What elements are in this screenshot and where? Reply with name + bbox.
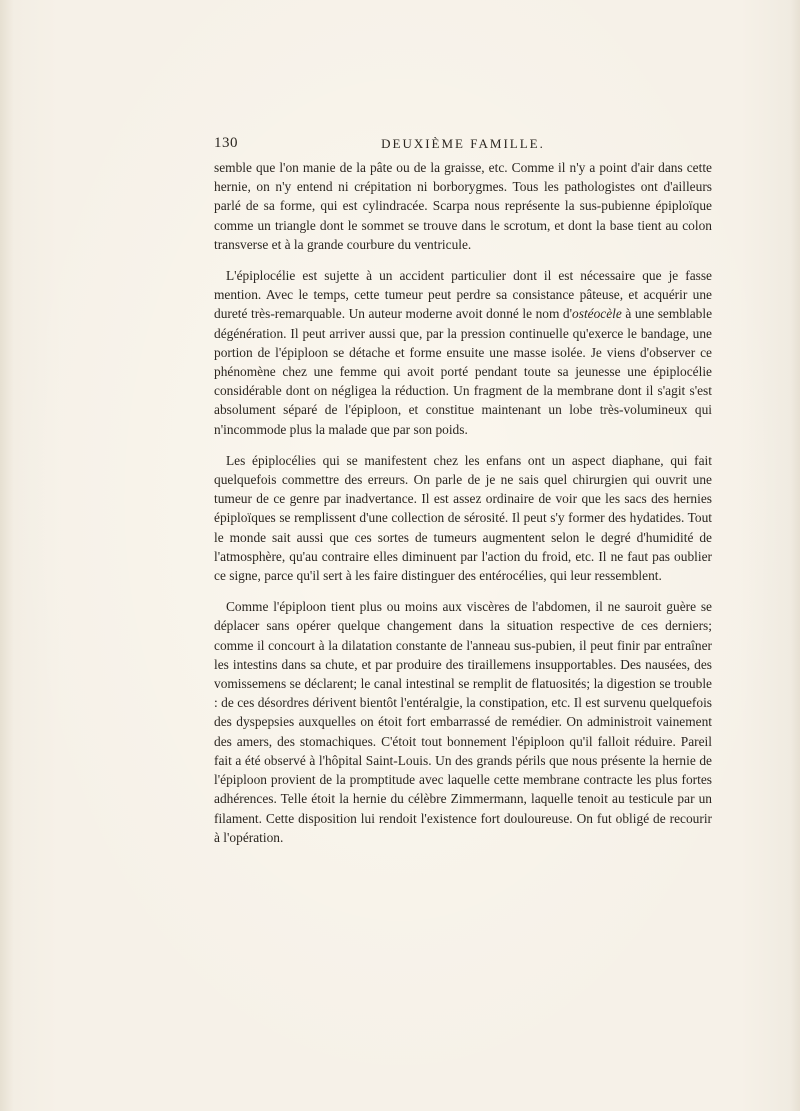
page-number: 130 [214, 135, 238, 151]
paragraph-1 [214, 158, 712, 254]
paragraph-text: à une semblable dégénération. Il peut arriver aussi que, par la pression continuelle qu'exerce le bandage, une portion de l'épiploon se détache et forme ensuite une masse isolée. Je viens d'observer ce phénomène chez une femme qui avoit porté pendant toute sa jeunesse une épiplocélie considérable dont on négligea la réduction. Un fragment de la membrane dont il s'agit s'est absolument séparé de l'épiploon, et constitue maintenant un lobe très-volumineux qui n'incommode plus la malade que par son poids. [214, 306, 713, 437]
paragraph-text: L'épiplocélie est sujette à un accident particulier dont il est nécessaire que je fasse mention. Avec le temps, cette tumeur peut perdre sa consistance pâteuse, et acquérir une dureté très-remarquable. Un auteur moderne avoit donné le nom d' [214, 268, 712, 322]
italic-term: ostéocèle [572, 306, 622, 322]
running-head [214, 135, 712, 155]
paragraph-text: semble que l'on manie de la pâte ou de la graisse, etc. Comme il n'y a point d'air dans cette hernie, on n'y entend ni crépitation ni borborygmes. Tous les pathologistes ont d'ailleurs parlé de sa forme, qui est cylindracée. Scarpa nous représente la sus-pubienne épiploïque comme un triangle dont le sommet se trouve dans le scrotum, et dont la base tient au colon transverse et à la grande courbure du ventricule. [214, 160, 712, 252]
paragraph-2 [214, 266, 712, 439]
paragraph-3 [214, 451, 712, 585]
body-text [214, 158, 712, 847]
paragraph-text: Comme l'épiploon tient plus ou moins aux viscères de l'abdomen, il ne sauroit guère se déplacer sans opérer quelque changement dans la situation respective de ces derniers; comme il concourt à la dilatation constante de l'anneau sus-pubien, il peut finir par entraîner les intestins dans sa chute, et par produire des tiraillemens insupportables. Des nausées, des vomissemens se déclarent; le canal intestinal se remplit de flatuosités; la digestion se trouble : de ces désordres dérivent bientôt l'entéralgie, la constipation, etc. Il est survenu quelquefois des dyspepsies auxquelles on étoit fort embarrassé de remédier. On administroit vainement des amers, des stomachiques. C'étoit tout bonnement l'épiploon qu'il falloit réduire. Pareil fait a été observé à l'hôpital Saint-Louis. Un des grands périls que nous présente la hernie de l'épiploon provient de la promptitude avec laquelle cette membrane contracte les plus fortes adhérences. Telle étoit la hernie du célèbre Zimmermann, laquelle tenoit au testicule par un filament. Cette disposition lui rendoit l'existence fort douloureuse. On fut obligé de recourir à l'opération. [214, 599, 712, 845]
chapter-title: DEUXIÈME FAMILLE. [381, 136, 545, 151]
paragraph-4 [214, 597, 712, 847]
paragraph-text: Les épiplocélies qui se manifestent chez les enfans ont un aspect diaphane, qui fait quelquefois commettre des erreurs. On parle de je ne sais quel chirurgien qui ouvrit une tumeur de ce genre par inadvertance. Il est assez ordinaire de voir que les sacs des hernies épiploïques se remplissent d'une collection de sérosité. Il peut s'y former des hydatides. Tout le monde sait aussi que ces sortes de tumeurs augmentent selon le degré d'humidité de l'atmosphère, qu'au contraire elles diminuent par l'action du froid, etc. Il ne faut pas oublier ce signe, parce qu'il sert à les faire distinguer des entérocélies, qui leur ressemblent. [214, 452, 712, 584]
